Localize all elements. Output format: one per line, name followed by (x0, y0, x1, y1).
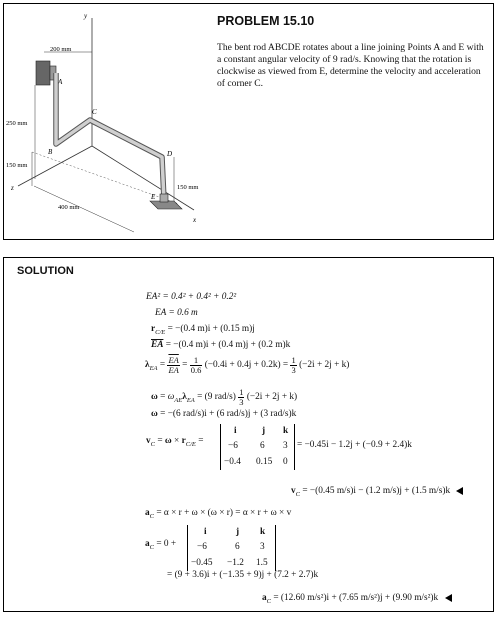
frac-den-3b: 3 (239, 396, 244, 407)
dim-250mm-label: 250 mm (6, 120, 28, 127)
eq-ea-squared: EA² = 0.4² + 0.4² + 0.2² (146, 292, 237, 302)
dim-400mm-label: 400 mm (58, 204, 80, 211)
eq-ac-relation: $a_C = \alpha \times r + \omega \times (\omega \times r) = \alpha \times r + \omega \times v$ (145, 508, 292, 520)
point-b-label: B (48, 148, 53, 156)
problem-panel (3, 3, 494, 240)
solution-panel (3, 257, 494, 612)
eq-ea-vector: $\overline{EA} = -(0.4$ m)i + (0.4 m)j + (0.2 m)k (151, 340, 291, 350)
vc-answer-text: = −(0.45 m/s)i − (1.2 m/s)j + (1.5 m/s)k (302, 486, 451, 497)
lambda-end: (−2i + 2j + k) (299, 360, 350, 371)
det2-r0c2: k (260, 527, 266, 537)
eq-lambda-ea: $\lambda_{EA}$ = $\frac{\overline{EA}}{EA}$ = $\frac{1}{0.6}$ (−0.4i + 0.4j + 0.2k) = $\frac{1}{3}$ (−2i + 2j + k) (145, 355, 350, 375)
lambda-mid: (−0.4i + 0.4j + 0.2k) = (204, 360, 289, 371)
dim-200mm-label: 200 mm (50, 46, 72, 53)
problem-title: PROBLEM 15.10 (217, 14, 315, 28)
dim-150mm-right-label: 150 mm (177, 184, 199, 191)
problem-statement: The bent rod ABCDE rotates about a line joining Points A and E with a constant angular velocity of 9 rad/s. Knowing that the rotation is clockwise as viewed from E, determine the velocity and acceleration of corner C. (217, 42, 484, 89)
ac-relation-text: = α × r + ω × (ω × r) = α × r + ω × v (156, 508, 292, 518)
det1-right-bar (294, 424, 295, 470)
eq-ea-length: EA = 0.6 m (155, 308, 198, 318)
det1-r1c0: −6 (228, 441, 238, 451)
det2-r1c2: 3 (260, 542, 265, 552)
det2-right-bar (275, 525, 276, 571)
det2-r2c1: −1.2 (227, 558, 244, 568)
frac-den-06: 0.6 (190, 364, 202, 375)
det2-r0c1: j (236, 527, 240, 537)
point-c-label: C (92, 108, 97, 116)
det2-r1c0: −6 (197, 542, 207, 552)
answer-arrow-icon (445, 594, 452, 602)
y-axis-label: y (84, 12, 88, 20)
det1-r0c2: k (283, 426, 289, 436)
omega-values-rhs: = −(6 rad/s)i + (6 rad/s)j + (3 rad/s)k (160, 409, 297, 419)
bent-rod-figure (4, 4, 209, 236)
eq-vc-lhs: $v_C = \omega \times r_{C/E}$ = (146, 436, 204, 448)
det2-r1c1: 6 (235, 542, 240, 552)
det2-r0c0: i (204, 527, 207, 537)
eq-omega: $\omega = \omega_{AE}\lambda_{EA} = (9$ rad/s) $\frac{1}{3}$ (−2i + 2j + k) (151, 387, 298, 407)
det1-r0c0: i (234, 426, 237, 436)
answer-arrow-icon (456, 487, 463, 495)
x-axis-label: x (193, 216, 197, 224)
point-d-label: D (167, 150, 173, 158)
frac-num-1b: 1 (291, 355, 296, 365)
omega-end: (−2i + 2j + k) (246, 392, 298, 403)
dim-150mm-left-label: 150 mm (6, 162, 28, 169)
z-axis-label: z (11, 184, 14, 192)
eq-vc-answer: $v_C = -(0.45$ m/s)i − (1.2 m/s)j + (1.5 m/s)k (291, 487, 463, 499)
det1-r1c2: 3 (283, 441, 288, 451)
ea-vector-rhs: = −(0.4 m)i + (0.4 m)j + (0.2 m)k (165, 340, 291, 350)
eq-ac-expand: = (9 + 3.6)i + (−1.35 + 9)j + (7.2 + 2.7)k (167, 570, 319, 580)
det1-r1c1: 6 (260, 441, 265, 451)
frac-den-3: 3 (291, 364, 296, 375)
r-ce-rhs: = −(0.4 m)i + (0.15 m)j (167, 324, 255, 334)
ac-answer-text: = (12.60 m/s²)i + (7.65 m/s²)j + (9.90 m/s²)k (273, 593, 439, 604)
omega-rhs: = (9 rad/s) (197, 392, 236, 403)
det1-r2c2: 0 (283, 457, 288, 467)
solution-title: SOLUTION (17, 265, 74, 277)
ac-zero-text: = 0 + (156, 539, 177, 549)
point-a-label: A (58, 78, 63, 86)
det1-result: = −0.45i − 1.2j + (−0.9 + 2.4)k (297, 440, 412, 450)
eq-r-ce: $r_{C/E} = -(0.4$ m)i + (0.15 m)j (151, 324, 255, 336)
frac-num-1c: 1 (239, 387, 244, 397)
det2-r2c2: 1.5 (256, 558, 268, 568)
det1-r2c0: −0.4 (224, 457, 241, 467)
eq-ac-lhs: $a_C = 0$ + (145, 539, 177, 551)
determinant-2 (187, 525, 275, 571)
det1-r0c1: j (262, 426, 266, 436)
frac-num-1: 1 (190, 356, 203, 366)
eq-ac-answer: $a_C = (12.60$ m/s²)i + (7.65 m/s²)j + (9.90 m/s²)k (262, 594, 452, 606)
det1-r2c1: 0.15 (256, 457, 273, 467)
point-e-label: E (151, 193, 156, 201)
det2-r2c0: −0.45 (191, 558, 213, 568)
eq-omega-values: ω = −(6 rad/s)i + (6 rad/s)j + (3 rad/s)k (151, 409, 297, 419)
determinant-1 (220, 424, 294, 470)
